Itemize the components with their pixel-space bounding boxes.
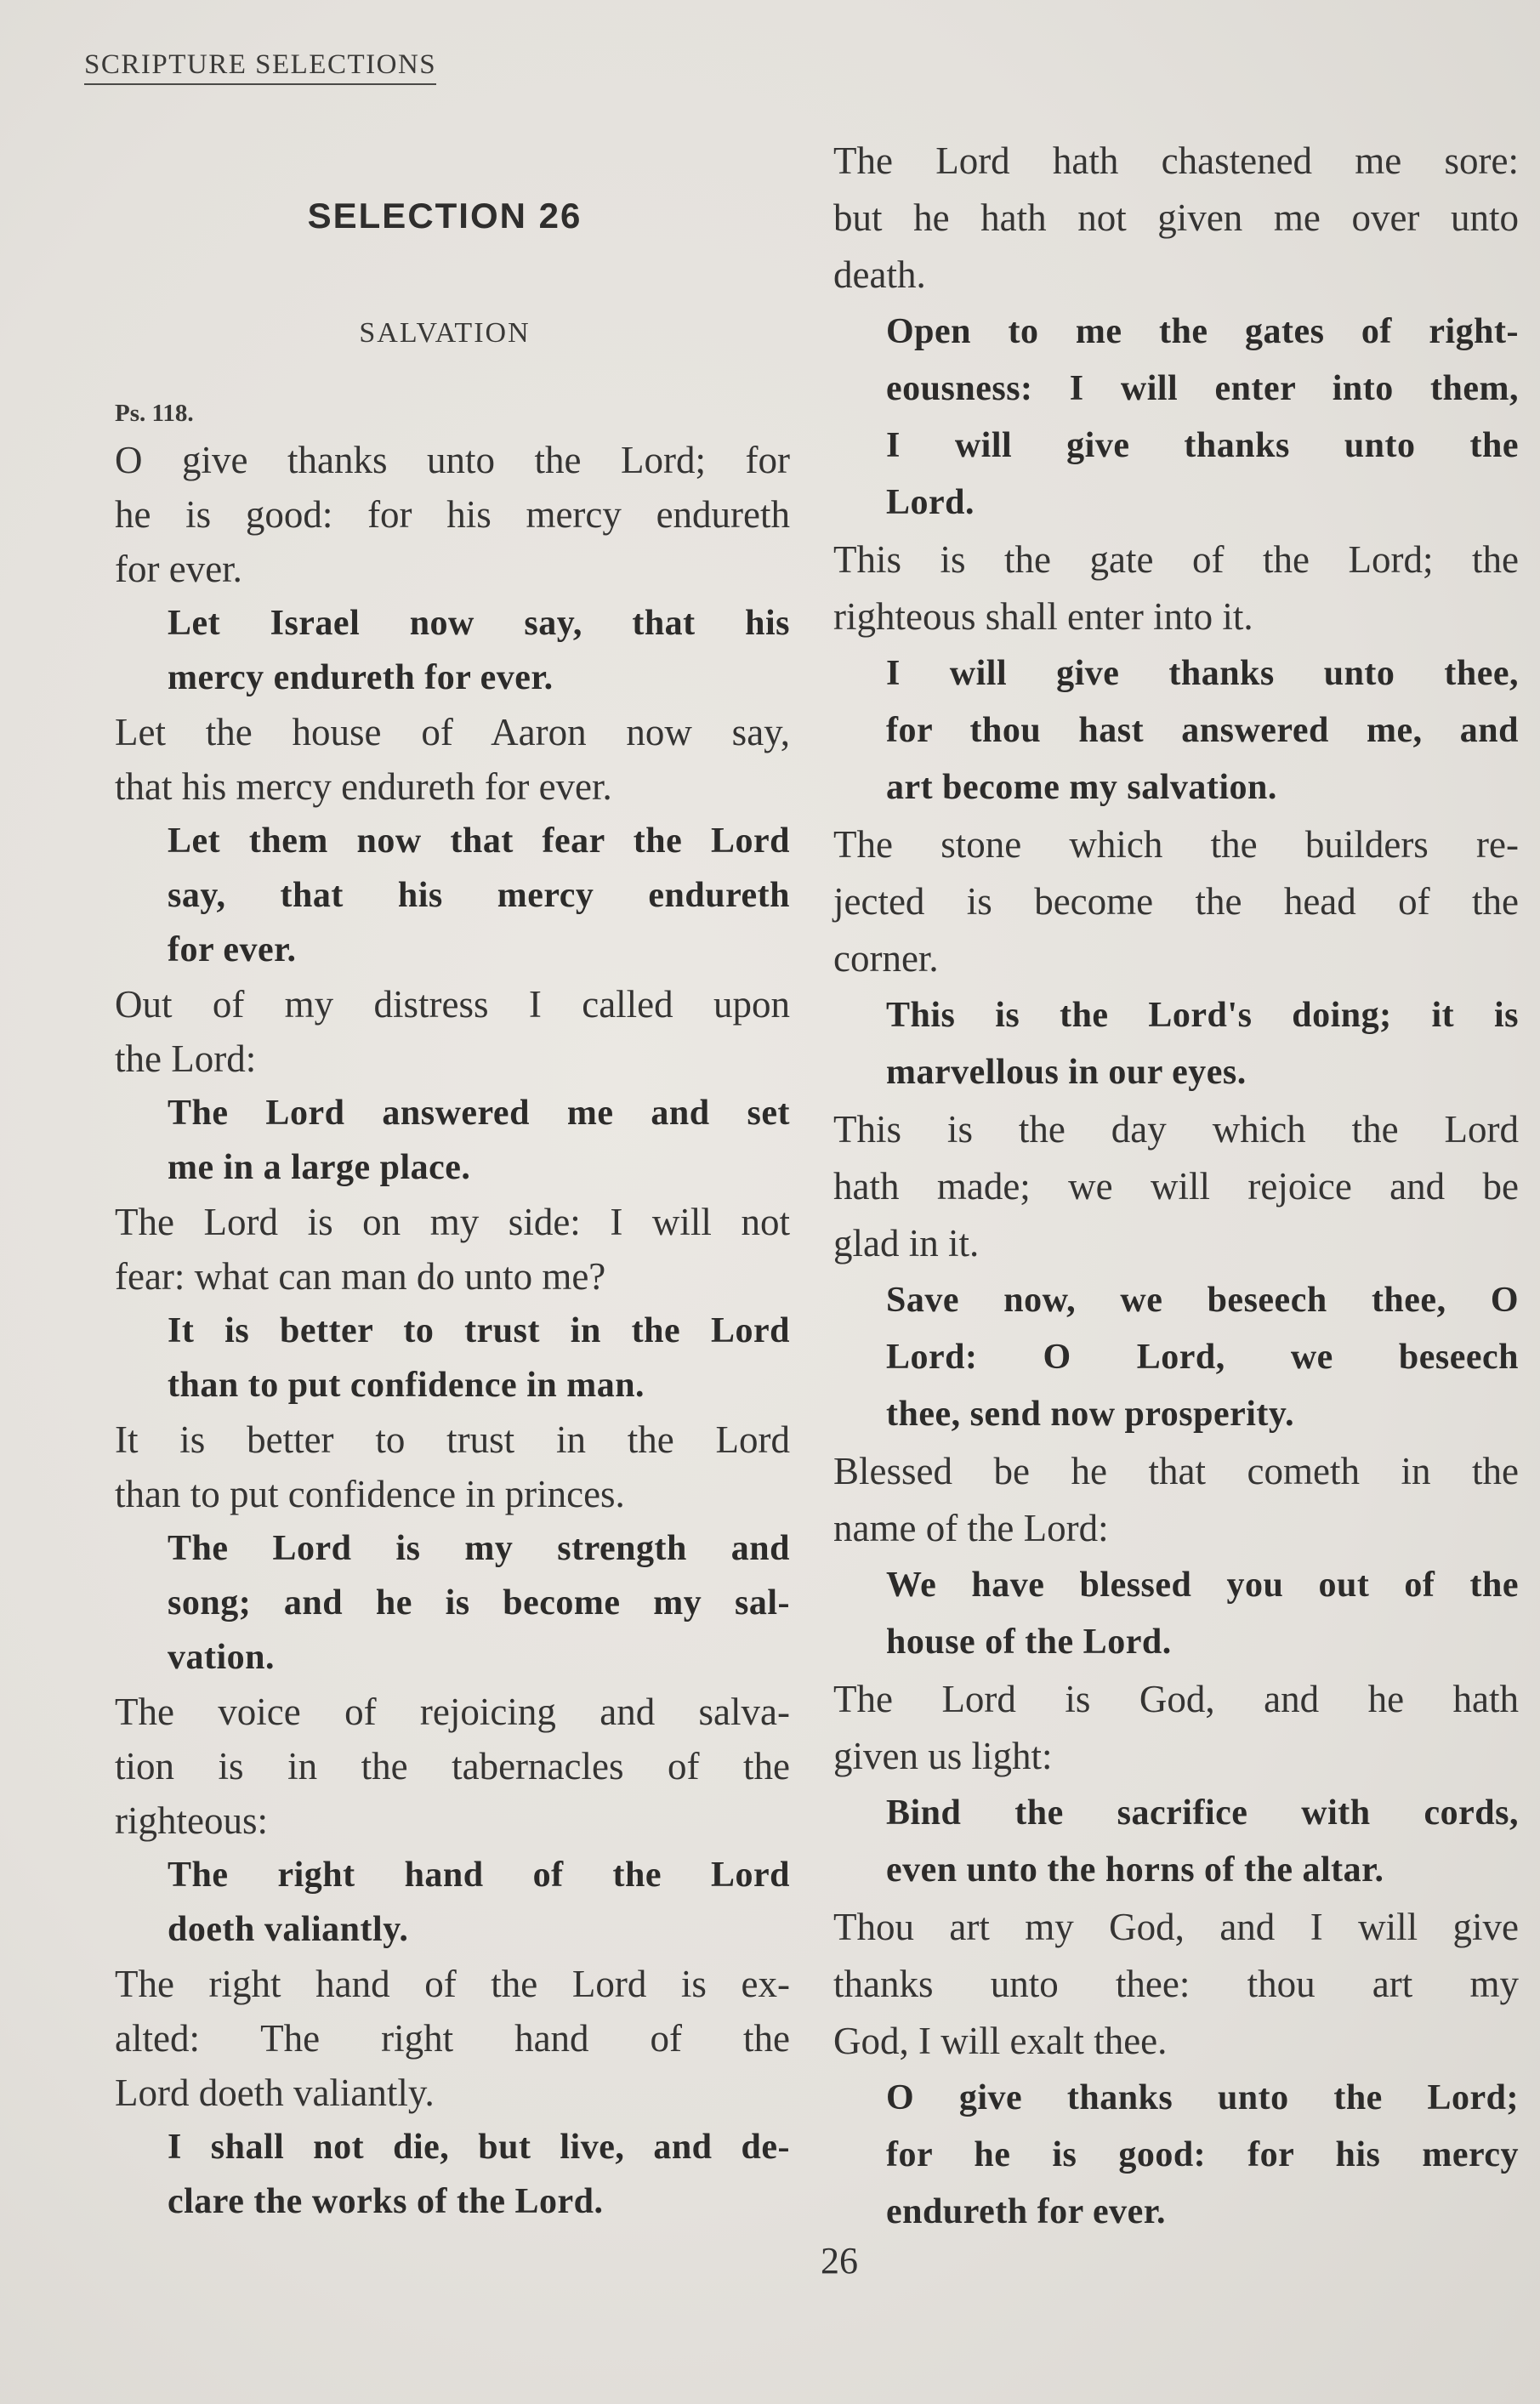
verse-line: The Lord is God, and he hath — [833, 1678, 1519, 1720]
verse-line: vation. — [168, 1638, 276, 1677]
response-verse — [833, 645, 1519, 816]
verse-line: for ever. — [115, 548, 242, 590]
verse-line: for thou hast answered me, and — [886, 711, 1519, 750]
verse-line: Save now, we beseech thee, O — [886, 1281, 1519, 1320]
verse-line: God, I will exalt thee. — [833, 2020, 1168, 2062]
response-verse — [115, 596, 790, 705]
response-verse — [115, 814, 790, 977]
verse — [115, 1412, 790, 1521]
verse-line: house of the Lord. — [886, 1623, 1172, 1662]
verse-line: This is the gate of the Lord; the — [833, 538, 1519, 581]
verse — [833, 1443, 1519, 1557]
verse-line: Thou art my God, and I will give — [833, 1906, 1519, 1948]
verse-line: me in a large place. — [168, 1148, 471, 1187]
verse-line: I will give thanks unto the — [886, 426, 1519, 465]
verse-line: Out of my distress I called upon — [115, 983, 790, 1026]
verse-line: This is the day which the Lord — [833, 1108, 1519, 1151]
verse-line: for ever. — [168, 930, 297, 969]
verse — [115, 1685, 790, 1848]
verse-line: say, that his mercy endureth — [168, 876, 790, 915]
verse-line: Let Israel now say, that his — [168, 604, 790, 643]
verse-line: than to put confidence in man. — [168, 1366, 645, 1405]
verse-line: marvellous in our eyes. — [886, 1053, 1247, 1092]
verse — [833, 133, 1519, 304]
response-verse — [115, 1521, 790, 1685]
verse-line: song; and he is become my sal- — [168, 1583, 790, 1623]
response-verse — [115, 1304, 790, 1412]
verse-line: Blessed be he that cometh in the — [833, 1450, 1519, 1492]
verse-line: but he hath not given me over unto — [833, 196, 1519, 239]
verse-line: the Lord: — [115, 1037, 257, 1080]
verse-line: that his mercy endureth for ever. — [115, 765, 612, 808]
verse-line: eousness: I will enter into them, — [886, 369, 1519, 408]
response-verse — [115, 1848, 790, 1957]
left-column — [115, 433, 790, 2229]
verse-line: Let the house of Aaron now say, — [115, 711, 790, 753]
page-number: 26 — [821, 2240, 858, 2282]
verse — [833, 1671, 1519, 1785]
verse-line: doeth valiantly. — [168, 1910, 409, 1949]
verse-line: O give thanks unto the Lord; for — [115, 439, 790, 481]
verse-line: It is better to trust in the Lord — [168, 1311, 790, 1350]
response-verse — [115, 1086, 790, 1195]
verse-line: I shall not die, but live, and de- — [168, 2128, 790, 2167]
response-verse — [833, 1557, 1519, 1671]
verse — [833, 816, 1519, 987]
verse — [115, 433, 790, 596]
selection-title: SELECTION 26 — [307, 196, 582, 236]
verse-line: art become my salvation. — [886, 768, 1277, 807]
verse-line: death. — [833, 253, 926, 296]
right-column — [833, 133, 1519, 2241]
verse-line: The Lord hath chastened me sore: — [833, 139, 1519, 182]
response-verse — [833, 304, 1519, 531]
selection-subtitle: SALVATION — [359, 317, 531, 349]
response-verse — [833, 2070, 1519, 2241]
verse-line: We have blessed you out of the — [886, 1566, 1519, 1605]
verse-line: Bind the sacrifice with cords, — [886, 1793, 1519, 1833]
verse-line: The right hand of the Lord is ex- — [115, 1963, 790, 2005]
verse-line: corner. — [833, 937, 939, 980]
verse-line: It is better to trust in the Lord — [115, 1418, 790, 1461]
verse-line: righteous shall enter into it. — [833, 595, 1253, 638]
verse-line: Let them now that fear the Lord — [168, 821, 790, 861]
verse-line: thanks unto thee: thou art my — [833, 1963, 1519, 2005]
verse-line: The stone which the builders re- — [833, 823, 1519, 866]
verse-line: The Lord is my strength and — [168, 1529, 790, 1568]
verse-line: Lord. — [886, 483, 975, 522]
verse-line: O give thanks unto the Lord; — [886, 2078, 1519, 2117]
verse-line: Open to me the gates of right- — [886, 312, 1519, 351]
verse-line: The Lord is on my side: I will not — [115, 1201, 790, 1243]
response-verse — [115, 2120, 790, 2229]
response-verse — [833, 1272, 1519, 1443]
verse-line: clare the works of the Lord. — [168, 2182, 604, 2221]
verse — [833, 1101, 1519, 1272]
verse-line: given us light: — [833, 1735, 1053, 1777]
scripture-reference: Ps. 118. — [115, 400, 194, 427]
verse — [115, 1195, 790, 1304]
verse-line: alted: The right hand of the — [115, 2017, 790, 2060]
verse-line: tion is in the tabernacles of the — [115, 1745, 790, 1787]
verse-line: hath made; we will rejoice and be — [833, 1165, 1519, 1208]
response-verse — [833, 987, 1519, 1101]
verse-line: Lord: O Lord, we beseech — [886, 1338, 1519, 1377]
verse-line: name of the Lord: — [833, 1507, 1109, 1549]
verse-line: for he is good: for his mercy — [886, 2135, 1519, 2174]
verse — [833, 1899, 1519, 2070]
verse-line: The voice of rejoicing and salva- — [115, 1691, 790, 1733]
verse-line: I will give thanks unto thee, — [886, 654, 1519, 693]
verse-line: righteous: — [115, 1799, 268, 1842]
verse-line: even unto the horns of the altar. — [886, 1850, 1384, 1890]
verse-line: than to put confidence in princes. — [115, 1473, 625, 1515]
verse-line: mercy endureth for ever. — [168, 658, 554, 697]
verse-line: he is good: for his mercy endureth — [115, 493, 790, 536]
verse-line: This is the Lord's doing; it is — [886, 996, 1519, 1035]
verse-line: Lord doeth valiantly. — [115, 2072, 435, 2114]
verse-line: endureth for ever. — [886, 2192, 1167, 2231]
verse-line: The right hand of the Lord — [168, 1856, 790, 1895]
verse — [833, 531, 1519, 645]
verse-line: glad in it. — [833, 1222, 980, 1265]
verse-line: jected is become the head of the — [833, 880, 1519, 923]
verse-line: fear: what can man do unto me? — [115, 1255, 606, 1298]
verse — [115, 977, 790, 1086]
verse — [115, 705, 790, 814]
verse-line: The Lord answered me and set — [168, 1094, 790, 1133]
running-head: SCRIPTURE SELECTIONS — [84, 48, 436, 85]
response-verse — [833, 1785, 1519, 1899]
verse — [115, 1957, 790, 2120]
verse-line: thee, send now prosperity. — [886, 1395, 1295, 1434]
